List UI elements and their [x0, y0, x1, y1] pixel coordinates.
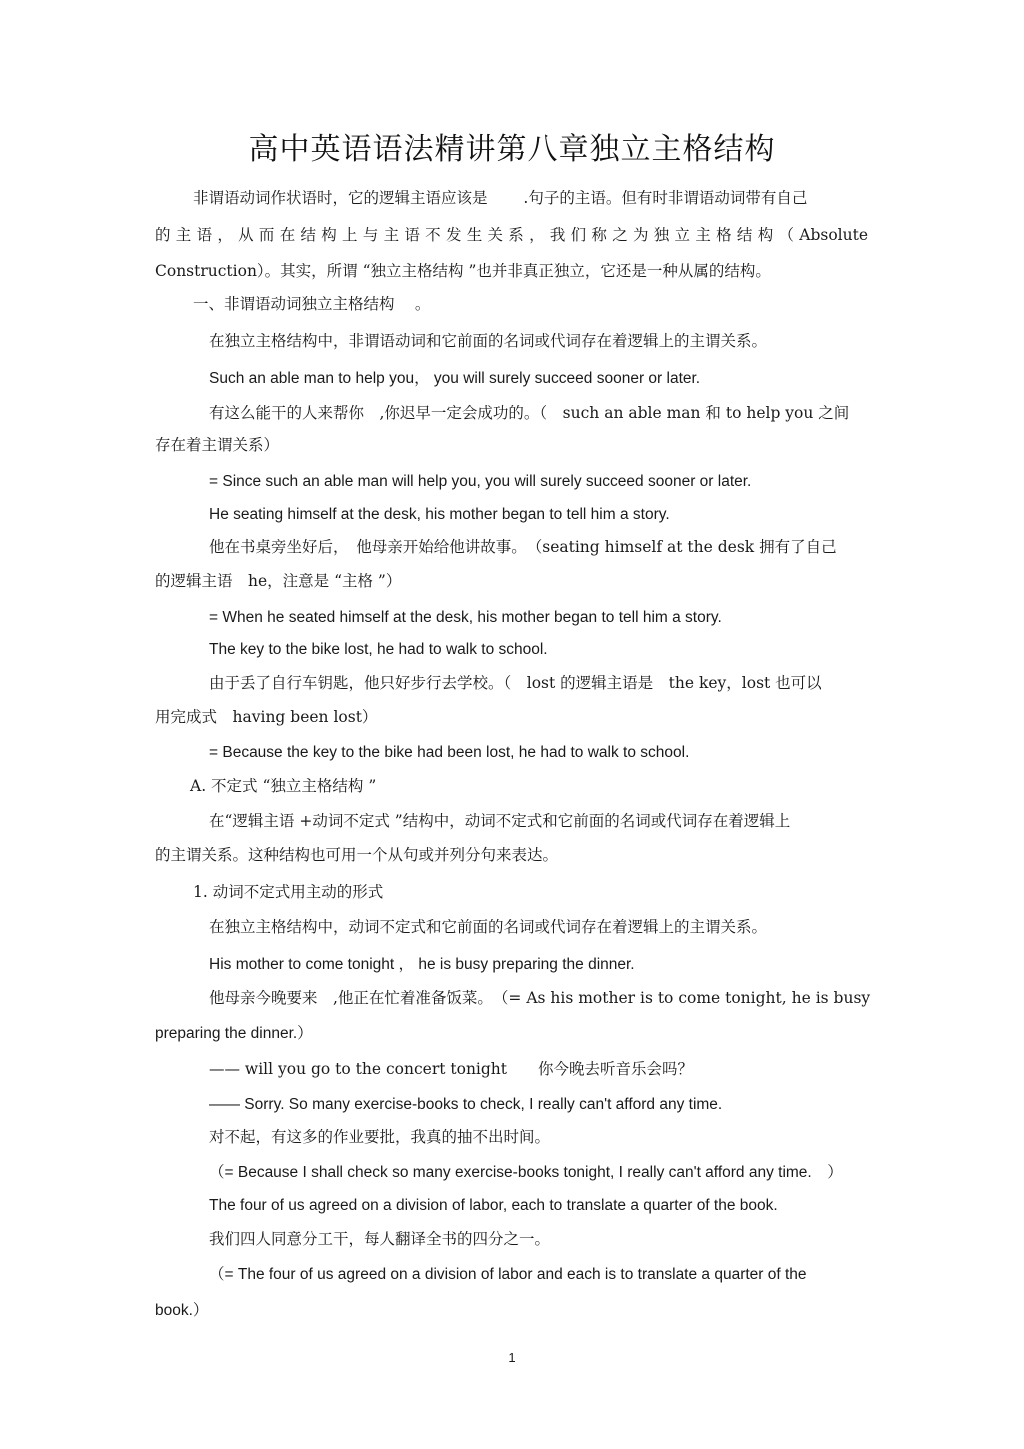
example-3-chinese-line-2: 用完成式 having been lost） — [155, 708, 378, 726]
section-a-description-line-1: 在“逻辑主语 +动词不定式 ”结构中，动词不定式和它前面的名词或代词存在着逻辑上 — [209, 812, 791, 830]
sub-example-2-chinese: 我们四人同意分工干，每人翻译全书的四分之一。 — [209, 1230, 551, 1248]
section-1-definition: 在独立主格结构中，非谓语动词和它前面的名词或代词存在着逻辑上的主谓关系。 — [209, 332, 768, 350]
section-a-description-line-2: 的主谓关系。这种结构也可用一个从句或并列分句来表达。 — [155, 846, 559, 864]
example-2-chinese-line-2: 的逻辑主语 he，注意是 “主格 ”） — [155, 572, 402, 590]
sub-example-2-equivalent-line-1: （= The four of us agreed on a division of labor and each is to translate a quarter of the — [209, 1266, 807, 1283]
sub-example-1-english: His mother to come tonight ， he is busy preparing the dinner. — [209, 956, 635, 973]
section-a-heading: A. 不定式 “独立主格结构 ” — [190, 777, 377, 795]
sub-example-1-chinese-line-1: 他母亲今晚要来 ,他正在忙着准备饭菜。 （= As his mother is to come tonight, he is busy — [209, 989, 871, 1007]
sub-example-1-chinese-line-2: preparing the dinner.） — [155, 1025, 313, 1042]
subsection-1-heading: 1. 动词不定式用主动的形式 — [193, 883, 384, 901]
example-1-chinese-line-2: 存在着主谓关系） — [155, 436, 280, 454]
example-1-equivalent: = Since such an able man will help you, you will surely succeed sooner or later. — [209, 473, 752, 490]
dialogue-translation: 对不起，有这多的作业要批，我真的抽不出时间。 — [209, 1128, 551, 1146]
dialogue-line-2: —— Sorry. So many exercise-books to check, I really can't afford any time. — [209, 1096, 723, 1113]
example-2-chinese-line-1: 他在书桌旁坐好后， 他母亲开始给他讲故事。 （seating himself at the desk 拥有了自己 — [209, 538, 837, 556]
example-3-chinese-line-1: 由于丢了自行车钥匙，他只好步行去学校。（ lost 的逻辑主语是 the key，lost 也可以 — [209, 674, 822, 692]
intro-line-2: 的主语，从而在结构上与主语不发生关系，我们称之为独立主格结构（Absolute — [155, 226, 868, 244]
intro-line-3: Construction）。其实，所谓 “独立主格结构 ”也并非真正独立，它还是一种从属的结构。 — [155, 262, 771, 280]
subsection-1-definition: 在独立主格结构中，动词不定式和它前面的名词或代词存在着逻辑上的主谓关系。 — [209, 918, 768, 936]
section-1-heading: 一、非谓语动词独立主格结构 。 — [193, 295, 431, 313]
sub-example-2-english: The four of us agreed on a division of labor, each to translate a quarter of the book. — [209, 1197, 778, 1214]
example-3-equivalent: = Because the key to the bike had been lost, he had to walk to school. — [209, 744, 690, 761]
page-number: 1 — [508, 1350, 516, 1365]
dialogue-line-1: —— will you go to the concert tonight 你今晚去听音乐会吗？ — [209, 1060, 694, 1078]
example-2-english: He seating himself at the desk, his mother began to tell him a story. — [209, 506, 670, 523]
page-title: 高中英语语法精讲第八章独立主格结构 — [248, 132, 776, 167]
dialogue-equivalent: （= Because I shall check so many exercise-books tonight, I really can't afford any time. ） — [209, 1164, 843, 1181]
example-1-chinese-line-1: 有这么能干的人来帮你 ,你迟早一定会成功的。（ such an able man 和 to help you 之间 — [209, 404, 850, 422]
sub-example-2-equivalent-line-2: book.） — [155, 1302, 209, 1319]
example-1-english: Such an able man to help you， you will surely succeed sooner or later. — [209, 370, 701, 387]
intro-line-1: 非谓语动词作状语时，它的逻辑主语应该是 .句子的主语。但有时非谓语动词带有自己 — [193, 189, 808, 207]
example-2-equivalent: = When he seated himself at the desk, his mother began to tell him a story. — [209, 609, 722, 626]
example-3-english: The key to the bike lost, he had to walk to school. — [209, 641, 548, 658]
